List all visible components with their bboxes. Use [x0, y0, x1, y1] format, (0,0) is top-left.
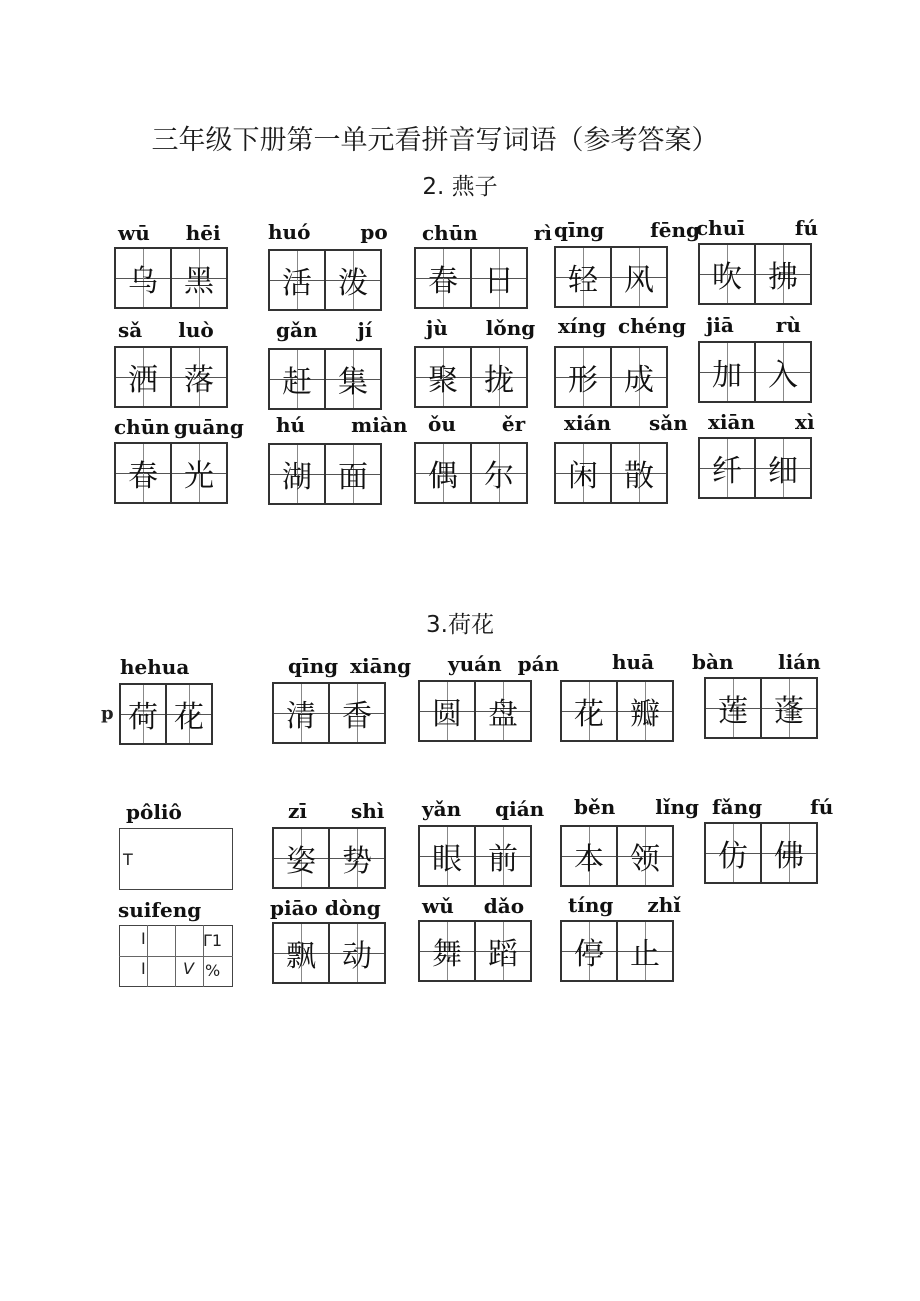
character-cell [172, 348, 226, 406]
pinyin-syllable: chūn [114, 415, 170, 439]
yanzi-tianzige-2 [268, 249, 382, 311]
pinyin-syllable: rì [533, 221, 552, 245]
character-cell [326, 445, 380, 503]
pinyin-syllable: jí [357, 318, 373, 342]
pinyin-syllable: luò [178, 318, 214, 342]
answer-character: 香 [342, 699, 372, 734]
pinyin-syllable: huā [612, 650, 655, 674]
yanzi-tianzige-1 [114, 247, 228, 309]
answer-character: 佛 [774, 839, 804, 874]
pinyin-syllable: yǎn [422, 797, 462, 821]
answer-character: 集 [338, 365, 368, 400]
character-cell [172, 444, 226, 502]
character-cell [756, 343, 810, 401]
hehua-blank-box-6 [119, 828, 233, 890]
answer-character: 莲 [718, 694, 748, 729]
hehua-tianzige-4 [560, 680, 674, 742]
character-cell [116, 249, 172, 307]
pinyin-syllable: piāo dòng [270, 896, 381, 920]
answer-character: 领 [630, 842, 660, 877]
answer-character: 黑 [184, 264, 214, 299]
character-cell [618, 827, 672, 885]
character-cell [274, 684, 330, 742]
yanzi-tianzige-5 [698, 243, 812, 305]
answer-character: 春 [428, 264, 458, 299]
character-cell [416, 444, 472, 502]
yanzi-pinyin-3 [422, 221, 552, 245]
hehua-tianzige-3 [418, 680, 532, 742]
yanzi-tianzige-3 [414, 247, 528, 309]
answer-character: 吹 [712, 260, 742, 295]
character-cell [326, 251, 380, 309]
pinyin-syllable: qián [495, 797, 545, 821]
pinyin-syllable: xì [795, 410, 815, 434]
answer-character: 泼 [338, 266, 368, 301]
answer-character: 势 [342, 844, 372, 879]
pinyin-syllable: hēi [185, 221, 221, 245]
character-cell [420, 682, 476, 740]
pinyin-syllable: jù [426, 316, 448, 340]
pinyin-syllable: po [360, 220, 388, 244]
pinyin-syllable: guāng [173, 415, 244, 439]
pinyin-syllable: zī [288, 799, 307, 823]
hehua-pinyin-12 [270, 896, 381, 920]
answer-character: 纤 [712, 454, 742, 489]
pinyin-syllable: xiāng [350, 654, 412, 678]
pinyin-syllable: pôliô [126, 800, 182, 824]
answer-character: 清 [286, 699, 316, 734]
answer-character: 春 [128, 459, 158, 494]
answer-character: 加 [712, 358, 742, 393]
character-cell [167, 685, 211, 743]
pinyin-syllable: chéng [618, 314, 687, 338]
pinyin-syllable: fú [794, 216, 819, 240]
hehua-pinyin-13 [422, 894, 524, 918]
answer-character: 飘 [286, 939, 316, 974]
pinyin-syllable: fēng [650, 218, 700, 242]
answer-character: 姿 [286, 844, 316, 879]
yanzi-pinyin-11 [114, 415, 244, 439]
pinyin-syllable: yuán [448, 652, 502, 676]
character-cell [121, 685, 167, 743]
character-cell [416, 249, 472, 307]
pinyin-syllable: fǎng [712, 795, 763, 819]
pinyin-syllable: shì [350, 799, 385, 823]
yanzi-tianzige-7 [268, 348, 382, 410]
answer-character: 赶 [282, 365, 312, 400]
character-cell [476, 682, 530, 740]
pinyin-syllable: dǎo [483, 894, 525, 918]
answer-character: 舞 [432, 937, 462, 972]
answer-character: 前 [488, 842, 518, 877]
pinyin-syllable: pán [517, 652, 560, 676]
character-cell [472, 444, 526, 502]
pinyin-syllable: lǒng [485, 316, 536, 340]
hehua-pinyin-8 [422, 797, 544, 821]
yanzi-pinyin-5 [696, 216, 818, 240]
cropped-pinyin-fragment: p [101, 703, 114, 724]
character-cell [326, 350, 380, 408]
answer-character: 散 [624, 459, 654, 494]
yanzi-tianzige-13 [414, 442, 528, 504]
character-cell [270, 445, 326, 503]
character-cell [172, 249, 226, 307]
answer-character: 湖 [282, 460, 312, 495]
character-cell [476, 922, 530, 980]
answer-character: 聚 [428, 363, 458, 398]
section-heading-hehua: 3.荷花 [426, 612, 494, 638]
yanzi-tianzige-10 [698, 341, 812, 403]
yanzi-tianzige-14 [554, 442, 668, 504]
character-cell [762, 824, 816, 882]
ocr-fragment: % [205, 961, 221, 980]
grid-divider [119, 956, 233, 957]
answer-character: 蓬 [774, 694, 804, 729]
character-cell [618, 922, 672, 980]
hehua-pinyin-9 [574, 795, 699, 819]
yanzi-pinyin-7 [276, 318, 372, 342]
hehua-pinyin-14 [568, 893, 681, 917]
yanzi-pinyin-14 [564, 411, 688, 435]
character-cell [420, 827, 476, 885]
pinyin-syllable: sǎn [649, 411, 688, 435]
hehua-tianzige-13 [418, 920, 532, 982]
answer-character: 闲 [568, 459, 598, 494]
yanzi-pinyin-4 [554, 218, 700, 242]
hehua-tianzige-7 [272, 827, 386, 889]
yanzi-pinyin-12 [276, 413, 407, 437]
answer-character: 停 [574, 937, 604, 972]
character-cell [330, 684, 384, 742]
character-cell [274, 924, 330, 982]
pinyin-syllable: lián [778, 650, 821, 674]
answer-character: 花 [574, 697, 604, 732]
hehua-pinyin-11 [118, 898, 201, 922]
answer-character: 入 [768, 358, 798, 393]
hehua-tianzige-14 [560, 920, 674, 982]
answer-character: 活 [282, 266, 312, 301]
pinyin-syllable: bàn [692, 650, 734, 674]
answer-character: 拂 [768, 260, 798, 295]
character-cell [274, 829, 330, 887]
character-cell [472, 249, 526, 307]
answer-character: 止 [630, 937, 660, 972]
character-cell [618, 682, 672, 740]
character-cell [756, 439, 810, 497]
character-cell [612, 348, 666, 406]
pinyin-syllable: sǎ [118, 318, 143, 342]
yanzi-tianzige-9 [554, 346, 668, 408]
yanzi-pinyin-10 [706, 313, 801, 337]
character-cell [472, 348, 526, 406]
ocr-fragment: V [183, 959, 194, 978]
character-cell [612, 248, 666, 306]
answer-character: 风 [624, 263, 654, 298]
hehua-pinyin-10 [712, 795, 833, 819]
yanzi-pinyin-9 [558, 314, 686, 338]
pinyin-syllable: huó [268, 220, 311, 244]
character-cell [700, 343, 756, 401]
pinyin-syllable: hú [276, 413, 306, 437]
answer-character: 动 [342, 939, 372, 974]
yanzi-pinyin-15 [708, 410, 815, 434]
answer-character: 拢 [484, 363, 514, 398]
character-cell [270, 251, 326, 309]
hehua-pinyin-6 [126, 800, 182, 824]
yanzi-tianzige-11 [114, 442, 228, 504]
answer-character: 本 [574, 842, 604, 877]
hehua-tianzige-1 [119, 683, 213, 745]
answer-character: 成 [624, 363, 654, 398]
pinyin-syllable: qīng [554, 218, 605, 242]
character-cell [116, 348, 172, 406]
answer-character: 荷 [128, 700, 158, 735]
character-cell [706, 824, 762, 882]
ocr-fragment: I [141, 929, 146, 948]
pinyin-syllable: xíng [558, 314, 607, 338]
pinyin-syllable: tíng [568, 893, 614, 917]
character-cell [556, 248, 612, 306]
yanzi-pinyin-8 [426, 316, 535, 340]
yanzi-tianzige-15 [698, 437, 812, 499]
character-cell [562, 827, 618, 885]
answer-character: 形 [568, 363, 598, 398]
hehua-tianzige-8 [418, 825, 532, 887]
character-cell [416, 348, 472, 406]
pinyin-syllable: wū [118, 221, 150, 245]
answer-character: 面 [338, 460, 368, 495]
ocr-fragment: Γ1 [203, 931, 223, 950]
hehua-pinyin-1 [120, 655, 189, 679]
answer-character: 蹈 [488, 937, 518, 972]
character-cell [706, 679, 762, 737]
yanzi-tianzige-8 [414, 346, 528, 408]
pinyin-syllable: hehua [120, 655, 190, 679]
character-cell [756, 245, 810, 303]
pinyin-syllable: qīng [288, 654, 339, 678]
ocr-fragment: I [141, 959, 146, 978]
pinyin-syllable: ěr [501, 412, 526, 436]
answer-character: 尔 [484, 459, 514, 494]
pinyin-syllable: lǐng [655, 795, 699, 819]
ocr-fragment: T [123, 850, 133, 869]
hehua-pinyin-4 [612, 650, 734, 674]
hehua-pinyin-2 [288, 654, 411, 678]
answer-character: 细 [768, 454, 798, 489]
character-cell [762, 679, 816, 737]
character-cell [700, 245, 756, 303]
pinyin-syllable: jiā [706, 313, 734, 337]
hehua-tianzige-9 [560, 825, 674, 887]
answer-character: 乌 [128, 264, 158, 299]
answer-character: 盘 [488, 697, 518, 732]
answer-character: 光 [184, 459, 214, 494]
answer-character: 瓣 [630, 697, 660, 732]
answer-character: 圆 [432, 697, 462, 732]
page-title: 三年级下册第一单元看拼音写词语（参考答案） [151, 125, 719, 156]
pinyin-syllable: běn [574, 795, 616, 819]
answer-character: 仿 [718, 839, 748, 874]
pinyin-syllable: miàn [351, 413, 408, 437]
yanzi-pinyin-2 [268, 220, 388, 244]
character-cell [700, 439, 756, 497]
pinyin-syllable: suifeng [118, 898, 202, 922]
character-cell [612, 444, 666, 502]
pinyin-syllable: chuī [696, 216, 745, 240]
hehua-pinyin-3 [448, 652, 559, 676]
pinyin-syllable: chūn [422, 221, 478, 245]
answer-character: 偶 [428, 459, 458, 494]
pinyin-syllable: xiān [708, 410, 756, 434]
answer-character: 洒 [128, 363, 158, 398]
hehua-tianzige-2 [272, 682, 386, 744]
character-cell [116, 444, 172, 502]
yanzi-pinyin-6 [118, 318, 214, 342]
pinyin-syllable: fú [810, 795, 834, 819]
hehua-tianzige-12 [272, 922, 386, 984]
answer-character: 花 [174, 700, 204, 735]
character-cell [556, 348, 612, 406]
hehua-tianzige-5 [704, 677, 818, 739]
yanzi-tianzige-12 [268, 443, 382, 505]
character-cell [330, 829, 384, 887]
pinyin-syllable: zhǐ [647, 893, 681, 917]
pinyin-syllable: rù [775, 313, 801, 337]
character-cell [330, 924, 384, 982]
pinyin-syllable: gǎn [276, 318, 318, 342]
hehua-pinyin-5 [778, 650, 821, 674]
character-cell [556, 444, 612, 502]
character-cell [270, 350, 326, 408]
answer-character: 落 [184, 363, 214, 398]
character-cell [420, 922, 476, 980]
hehua-tianzige-10 [704, 822, 818, 884]
pinyin-syllable: ǒu [428, 412, 456, 436]
character-cell [562, 922, 618, 980]
yanzi-tianzige-4 [554, 246, 668, 308]
answer-character: 日 [484, 264, 514, 299]
section-heading-yanzi: 2. 燕子 [422, 174, 498, 200]
character-cell [476, 827, 530, 885]
hehua-pinyin-7 [288, 799, 384, 823]
yanzi-pinyin-1 [118, 221, 221, 245]
character-cell [562, 682, 618, 740]
answer-character: 轻 [568, 263, 598, 298]
pinyin-syllable: xián [564, 411, 612, 435]
pinyin-syllable: wǔ [422, 894, 454, 918]
yanzi-tianzige-6 [114, 346, 228, 408]
answer-character: 眼 [432, 842, 462, 877]
yanzi-pinyin-13 [428, 412, 525, 436]
